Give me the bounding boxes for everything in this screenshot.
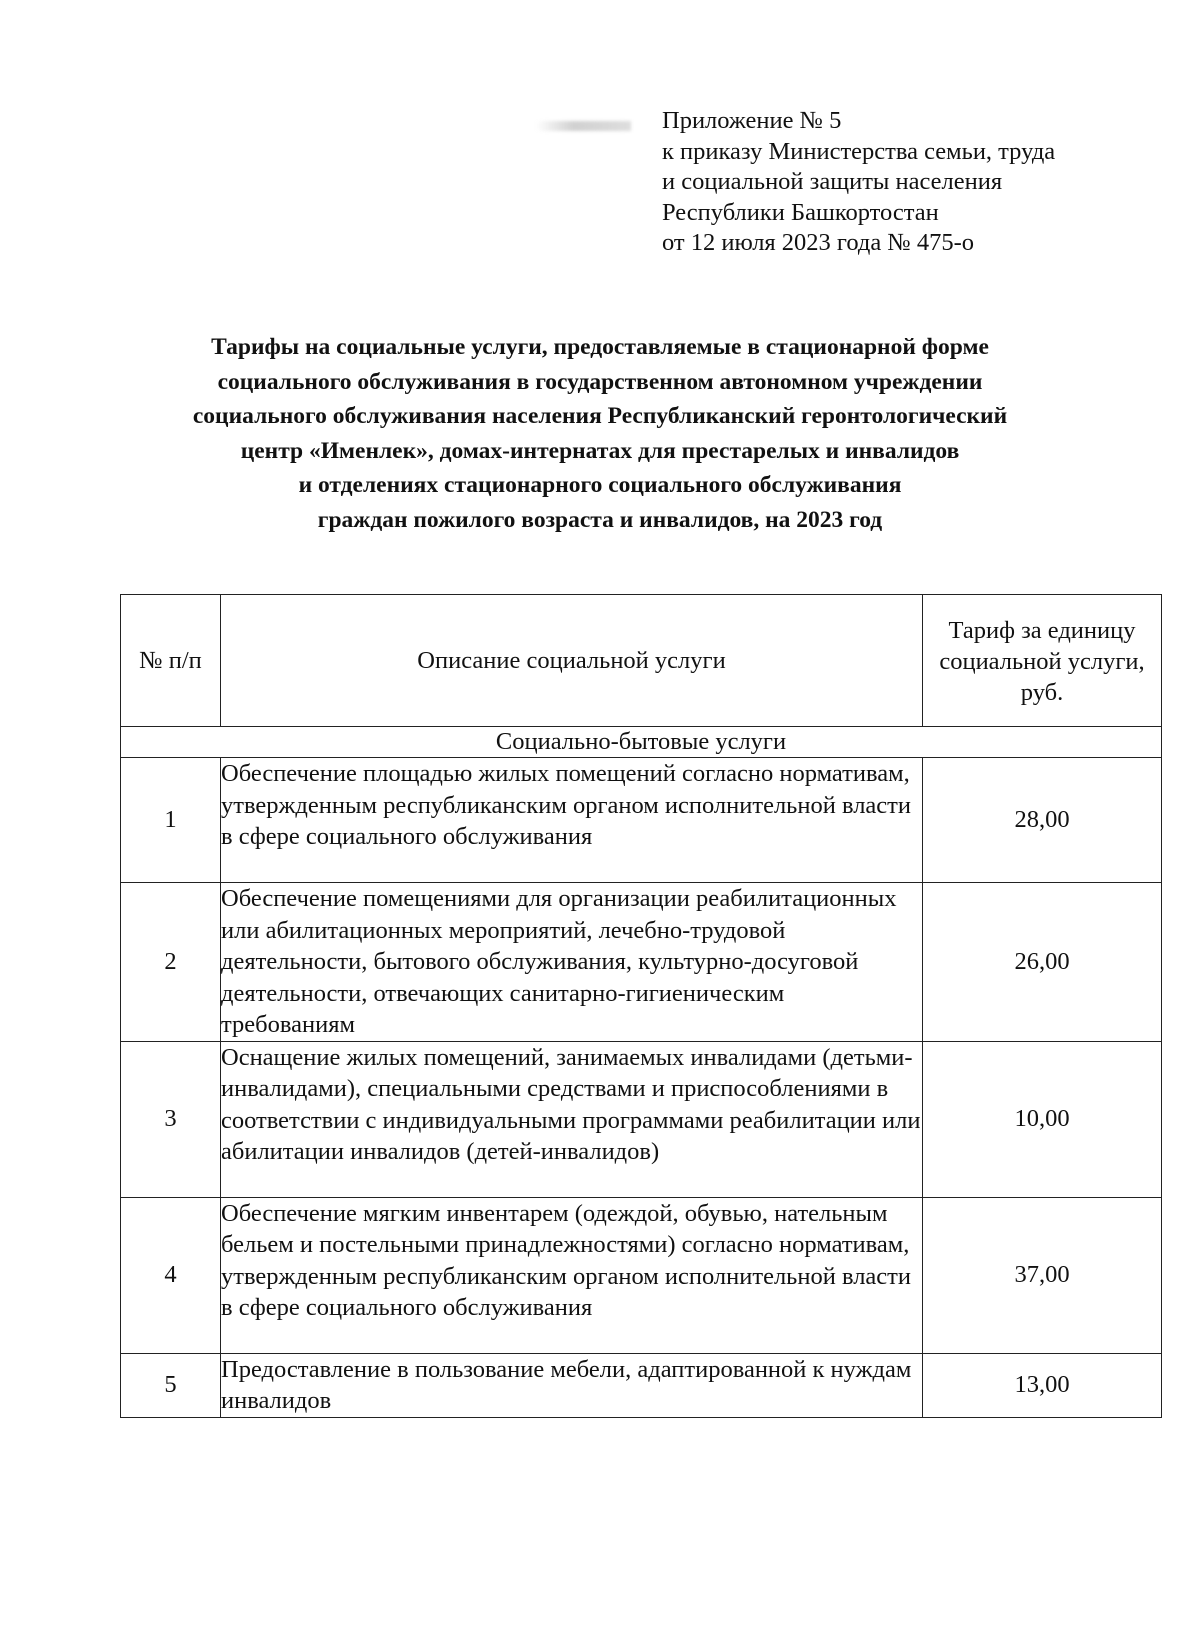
faint-stamp-mark [536,121,631,131]
annex-line: и социальной защиты населения [662,168,1003,195]
table-row [121,1353,1162,1417]
row-number: 4 [121,1197,221,1353]
header-tariff: Тариф за единицу социальной услуги, руб. [923,595,1162,727]
title-line: социального обслуживания населения Республиканский геронтологический [192,403,1008,429]
table-row [121,1197,1162,1353]
row-description: Предоставление в пользование мебели, адаптированной к нуждам инвалидов [221,1353,923,1417]
header-number: № п/п [121,595,221,727]
annex-line: Республики Башкортостан [662,198,939,226]
row-number: 5 [121,1353,221,1417]
row-tariff: 13,00 [923,1353,1162,1417]
row-number: 2 [121,883,221,1042]
title-line: центр «Именлек», домах-интернатах для престарелых и инвалидов [240,437,960,464]
row-description: Обеспечение помещениями для организации реабилитационных или абилитационных мероприятий, лечебно-трудовой деятельности, бытового обслуживания, культурно-досуговой деятельности, отвечающих санитарно-гигиеническим требованиям [221,883,923,1042]
row-number: 3 [121,1041,221,1197]
annex-line: от 12 июля 2023 года № 475-о [662,229,975,256]
row-tariff: 26,00 [923,883,1162,1042]
document-title [100,330,1100,537]
annex-block [662,106,1162,259]
table-row [121,758,1162,883]
title-line: граждан пожилого возраста и инвалидов, на 2023 год [317,506,883,533]
title-line: и отделениях стационарного социального обслуживания [298,472,902,498]
row-description: Оснащение жилых помещений, занимаемых инвалидами (детьми-инвалидами), специальными средствами и приспособлениями в соответствии с индивидуальными программами реабилитации или абилитации инвалидов (детей-инвалидов) [221,1041,923,1197]
header-description: Описание социальной услуги [221,595,923,727]
annex-line: к приказу Министерства семьи, труда [662,137,1056,165]
annex-line: Приложение № 5 [662,107,842,134]
row-description: Обеспечение мягким инвентарем (одеждой, обувью, нательным бельем и постельными принадлежностями) согласно нормативам, утвержденным республиканским органом исполнительной власти в сфере социального обслуживания [221,1197,923,1353]
tariff-table [120,594,1162,1418]
row-description: Обеспечение площадью жилых помещений согласно нормативам, утвержденным республиканским органом исполнительной власти в сфере социального обслуживания [221,758,923,883]
table-row [121,883,1162,1042]
title-line: социального обслуживания в государственном автономном учреждении [217,368,983,395]
section-row [121,727,1162,758]
section-title: Социально-бытовые услуги [121,727,1162,758]
row-tariff: 10,00 [923,1041,1162,1197]
row-number: 1 [121,758,221,883]
table-header-row [121,595,1162,727]
table-row [121,1041,1162,1197]
row-tariff: 28,00 [923,758,1162,883]
title-line: Тарифы на социальные услуги, предоставляемые в стационарной форме [211,334,989,360]
row-tariff: 37,00 [923,1197,1162,1353]
